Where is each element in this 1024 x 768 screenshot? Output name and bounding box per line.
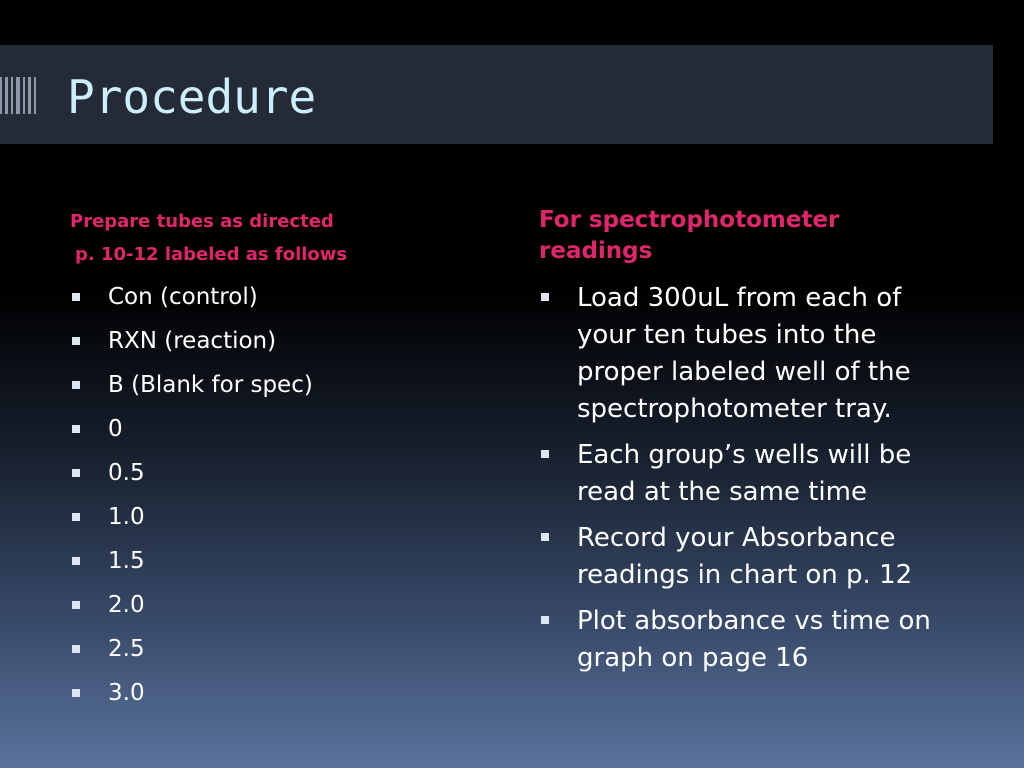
square-bullet-icon xyxy=(541,616,549,624)
title-stripes-decoration xyxy=(0,77,36,114)
list-item-text: 2.0 xyxy=(108,592,145,618)
square-bullet-icon xyxy=(72,293,80,301)
list-item xyxy=(72,367,472,411)
slide-title: Procedure xyxy=(67,70,317,124)
list-item xyxy=(541,603,967,677)
list-item xyxy=(72,499,472,543)
list-item xyxy=(72,675,472,719)
list-item-text: Each group’s wells will be read at the same time xyxy=(577,440,912,507)
list-item xyxy=(541,437,947,511)
list-item xyxy=(72,543,472,587)
square-bullet-icon xyxy=(72,337,80,345)
list-item xyxy=(72,631,472,675)
list-item xyxy=(72,455,472,499)
square-bullet-icon xyxy=(72,469,80,477)
list-item xyxy=(72,323,472,367)
square-bullet-icon xyxy=(72,645,80,653)
square-bullet-icon xyxy=(72,425,80,433)
list-item xyxy=(541,280,947,428)
left-heading-line-2: p. 10-12 labeled as follows xyxy=(75,244,348,265)
list-item xyxy=(72,587,472,631)
list-item xyxy=(541,520,947,594)
left-column-heading xyxy=(70,205,347,271)
square-bullet-icon xyxy=(541,293,549,301)
list-item xyxy=(72,279,472,323)
list-item xyxy=(72,411,472,455)
right-bullet-list xyxy=(541,280,991,686)
list-item-text: 2.5 xyxy=(108,636,145,662)
square-bullet-icon xyxy=(541,533,549,541)
square-bullet-icon xyxy=(541,450,549,458)
square-bullet-icon xyxy=(72,601,80,609)
square-bullet-icon xyxy=(72,557,80,565)
list-item-text: RXN (reaction) xyxy=(108,328,277,354)
list-item-text: B (Blank for spec) xyxy=(108,372,313,398)
left-heading-line-1: Prepare tubes as directed xyxy=(70,211,334,232)
list-item-text: 1.5 xyxy=(108,548,145,574)
list-item-text: 0 xyxy=(108,416,123,442)
title-bar xyxy=(0,45,993,144)
right-column-heading: For spectrophotometer readings xyxy=(539,207,840,264)
list-item-text: 1.0 xyxy=(108,504,145,530)
list-item-text: Record your Absorbance readings in chart on p. 12 xyxy=(577,523,913,590)
list-item-text: Con (control) xyxy=(108,284,258,310)
square-bullet-icon xyxy=(72,689,80,697)
list-item-text: 0.5 xyxy=(108,460,145,486)
left-bullet-list xyxy=(72,279,472,719)
list-item-text: Plot absorbance vs time on graph on page 16 xyxy=(577,606,931,673)
list-item-text: Load 300uL from each of your ten tubes into the proper labeled well of the spectrophotometer tray. xyxy=(577,283,911,424)
square-bullet-icon xyxy=(72,513,80,521)
square-bullet-icon xyxy=(72,381,80,389)
list-item-text: 3.0 xyxy=(108,680,145,706)
